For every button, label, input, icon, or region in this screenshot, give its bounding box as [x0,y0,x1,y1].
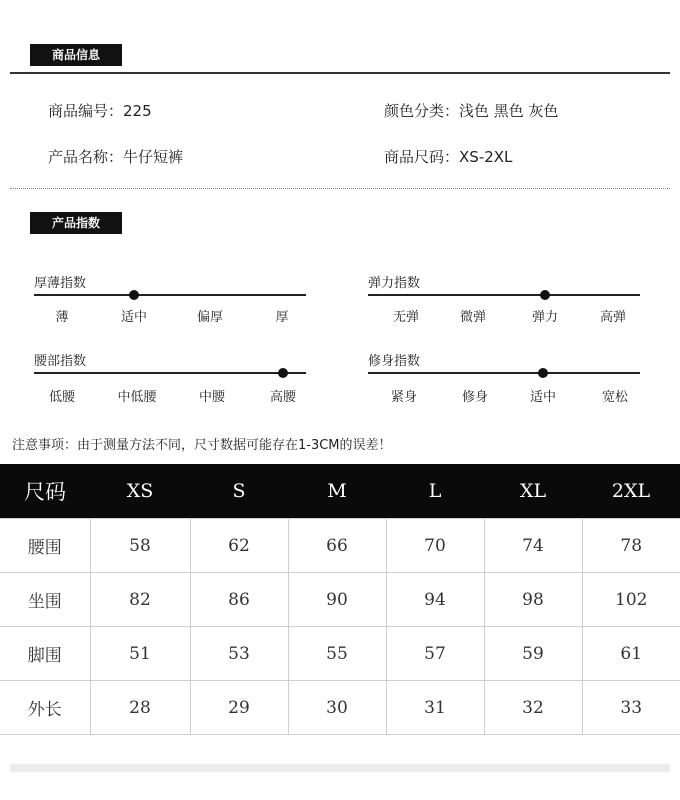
header-cell-size: 尺码 [0,464,90,519]
index-option: 高弹 [599,310,626,325]
table-cell: 66 [288,519,386,573]
product-name-label: 产品名称： [48,148,124,166]
index-selected-marker [538,368,548,378]
table-cell: 62 [190,519,288,573]
measurement-note: 注意事项：由于测量方法不同，尺寸数据可能存在1-3CM的误差！ [12,438,392,453]
header-cell: L [386,464,484,519]
index-option: 修身 [461,390,488,405]
table-cell: 61 [582,627,680,681]
header-cell: 2XL [582,464,680,519]
index-selected-marker [278,368,288,378]
table-cell: 55 [288,627,386,681]
index-scale-line [34,294,306,296]
table-row [0,681,680,735]
row-label: 脚围 [0,627,90,681]
table-cell: 29 [190,681,288,735]
product-code [48,100,152,121]
header-cell: S [190,464,288,519]
table-cell: 51 [90,627,190,681]
header-cell: XL [484,464,582,519]
table-cell: 102 [582,573,680,627]
index-option: 厚 [275,310,289,325]
table-cell: 94 [386,573,484,627]
table-cell: 74 [484,519,582,573]
index-option: 适中 [529,390,556,405]
index-option: 中腰 [198,390,225,405]
row-label: 外长 [0,681,90,735]
index-scale-line [368,372,640,374]
bottom-divider-band [10,764,670,772]
table-cell: 33 [582,681,680,735]
table-cell: 86 [190,573,288,627]
header-cell: XS [90,464,190,519]
index-option: 高腰 [269,390,296,405]
product-index-section-tag: 产品指数 [30,212,122,234]
product-size-value: XS-2XL [459,148,513,166]
index-option: 弹力 [531,310,558,325]
row-label: 坐围 [0,573,90,627]
product-size-label: 商品尺码： [384,148,460,166]
table-cell: 78 [582,519,680,573]
table-cell: 53 [190,627,288,681]
index-title: 腰部指数 [34,354,87,369]
index-option: 宽松 [601,390,628,405]
index-option: 薄 [55,310,69,325]
product-code-label: 商品编号： [48,102,124,120]
index-title: 修身指数 [368,354,421,369]
color-category-value: 浅色 黑色 灰色 [459,102,559,120]
index-option: 无弹 [392,310,419,325]
table-cell: 58 [90,519,190,573]
color-category [384,100,559,121]
index-scale-line [34,372,306,374]
section-divider [10,72,670,74]
color-category-label: 颜色分类： [384,102,460,120]
index-option: 适中 [120,310,147,325]
dotted-divider [10,188,670,189]
size-table [0,464,680,735]
table-row [0,519,680,573]
table-row [0,627,680,681]
product-info-section-tag: 商品信息 [30,44,122,66]
size-table-header [0,464,680,519]
index-option: 微弹 [459,310,486,325]
index-option: 偏厚 [196,310,223,325]
table-cell: 32 [484,681,582,735]
row-label: 腰围 [0,519,90,573]
index-scale-line [368,294,640,296]
table-cell: 28 [90,681,190,735]
table-cell: 98 [484,573,582,627]
table-cell: 57 [386,627,484,681]
index-selected-marker [540,290,550,300]
product-name [48,146,183,167]
product-name-value: 牛仔短裤 [123,148,184,166]
index-option: 中低腰 [117,390,157,405]
index-selected-marker [129,290,139,300]
table-cell: 70 [386,519,484,573]
index-title: 弹力指数 [368,276,421,291]
table-row [0,573,680,627]
product-size-range [384,146,512,167]
header-cell: M [288,464,386,519]
table-cell: 82 [90,573,190,627]
index-option: 紧身 [390,390,417,405]
table-cell: 59 [484,627,582,681]
table-cell: 31 [386,681,484,735]
index-option: 低腰 [48,390,75,405]
table-cell: 30 [288,681,386,735]
table-cell: 90 [288,573,386,627]
product-code-value: 225 [123,102,152,120]
index-title: 厚薄指数 [34,276,87,291]
